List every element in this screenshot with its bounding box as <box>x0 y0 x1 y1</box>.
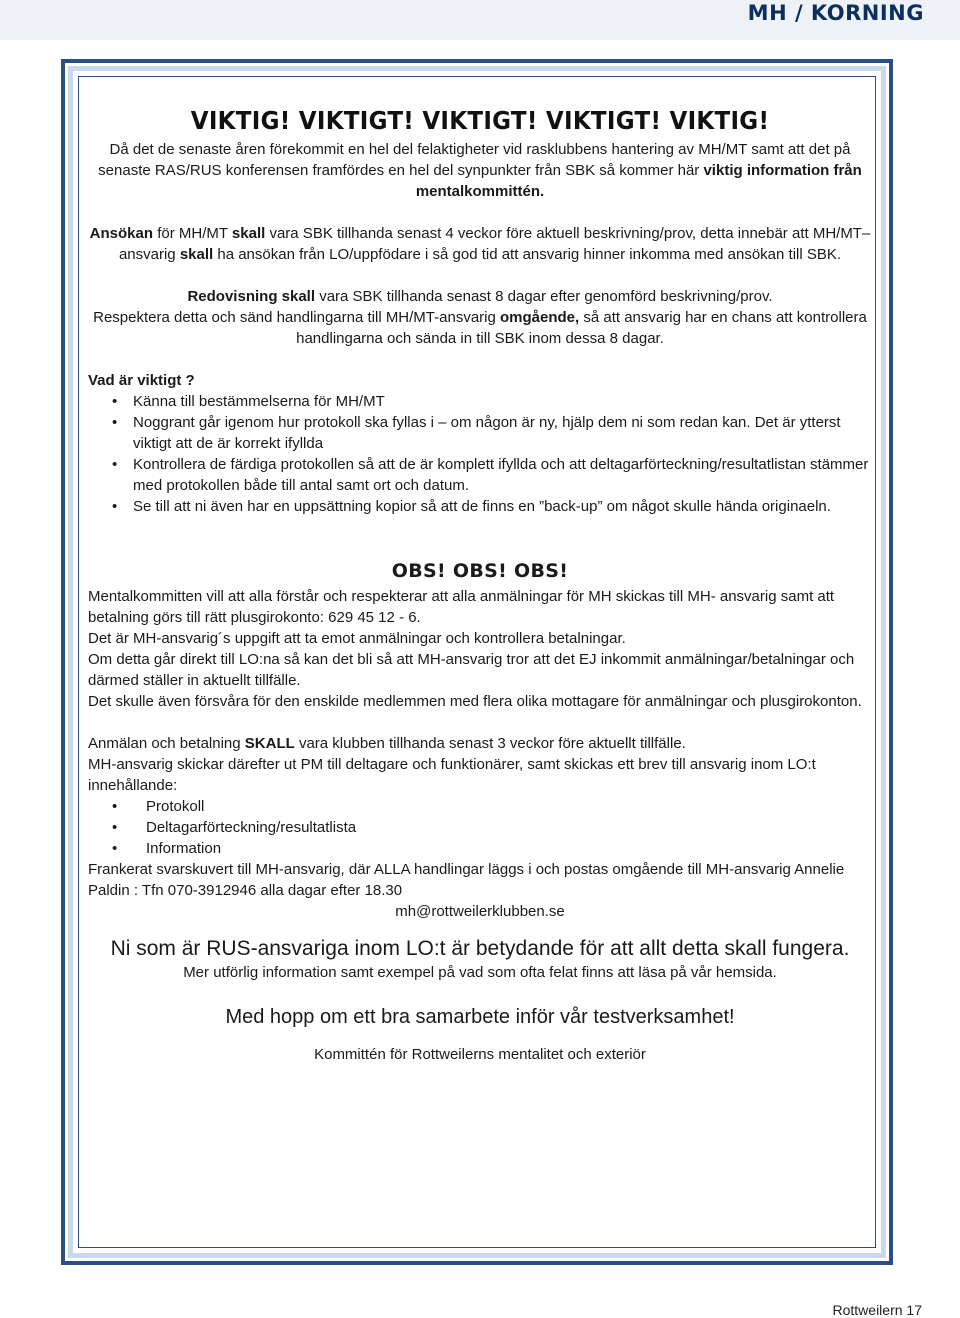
anmalan-paragraph-1 <box>88 733 872 754</box>
intro-bold: viktig information från mentalkommittén. <box>415 162 862 200</box>
ansokan-paragraph <box>88 223 872 265</box>
redovisning-text-2: Respektera detta och sänd handlingarna till MH/MT-ansvarig <box>93 309 500 326</box>
redovisning-paragraph <box>88 286 872 349</box>
viktigt-heading <box>88 370 872 391</box>
ansokan-text-3: ha ansökan från LO/uppfödare i så god tid att ansvarig hinner inkomma med ansökan till SBK. <box>213 246 842 263</box>
list-item: • Noggrant går igenom hur protokoll ska fyllas i – om någon är ny, hjälp dem ni som redan kan. Det är ytterst viktigt att de är korrekt ifyllda <box>88 412 872 454</box>
list-item: • Information <box>88 838 872 859</box>
page-footer: Rottweilern 17 <box>832 1302 922 1318</box>
redovisning-skall: skall <box>281 288 316 305</box>
ansokan-skall-2: skall <box>179 246 214 263</box>
list-item: • Känna till bestämmelserna för MH/MT <box>88 391 872 412</box>
ansokan-label: Ansökan <box>89 225 154 242</box>
closing-line-1: Ni som är RUS-ansvariga inom LO:t är betydande för att allt detta skall fungera. <box>110 937 850 960</box>
list-item: • Deltagarförteckning/resultatlista <box>88 817 872 838</box>
closing-line-3: Med hopp om ett bra samarbete inför vår testverksamhet! <box>225 1006 735 1028</box>
warning-heading: VIKTIG! VIKTIGT! VIKTIGT! VIKTIGT! VIKTIG! <box>190 106 770 135</box>
redovisning-text-3: så att ansvarig har en chans att kontrollera handlingarna och sända in till SBK inom dessa 8 dagar. <box>296 309 867 347</box>
obs-paragraph-2: Det är MH-ansvarig´s uppgift att ta emot anmälningar och kontrollera betalningar. <box>88 630 626 647</box>
viktigt-list <box>88 391 872 517</box>
redovisning-label: Redovisning <box>187 288 278 305</box>
obs-heading: OBS! OBS! OBS! <box>391 560 569 582</box>
contact-email: mh@rottweilerklubben.se <box>395 903 565 920</box>
ansokan-text-1: för MH/MT <box>153 225 232 242</box>
list-item: • Protokoll <box>88 796 872 817</box>
anmalan-skall: SKALL <box>244 735 295 752</box>
obs-paragraph-4: Det skulle även försvåra för den enskilde medlemmen med flera olika mottagare för anmälningar och plusgirokonton. <box>88 693 862 710</box>
list-item: • Kontrollera de färdiga protokollen så att de är komplett ifyllda och att deltagarförteckning/resultatlistan stämmer med protokollen både till antal samt ort och datum. <box>88 454 872 496</box>
article-body <box>88 106 872 1065</box>
obs-paragraph-1: Mentalkommitten vill att alla förstår och respekterar att alla anmälningar för MH skickas till MH- ansvarig samt att betalning görs till rätt plusgirokonto: 629 45 12 - 6. <box>88 588 835 626</box>
header-bar <box>0 0 960 40</box>
section-title: MH / KORNING <box>747 1 924 25</box>
redovisning-omgaende: omgående, <box>500 309 580 326</box>
anmalan-text-2: vara klubben tillhanda senast 3 veckor före aktuellt tillfälle. <box>294 735 686 752</box>
list-item: • Se till att ni även har en uppsättning kopior så att de finns en ”back-up” om något skulle hända originaeln. <box>88 496 872 517</box>
anmalan-text-1: Anmälan och betalning <box>88 735 245 752</box>
viktigt-heading-text: Vad är viktigt ? <box>88 372 195 389</box>
redovisning-text-1: vara SBK tillhanda senast 8 dagar efter genomförd beskrivning/prov. <box>315 288 773 305</box>
anmalan-paragraph-2: MH-ansvarig skickar därefter ut PM till deltagare och funktionärer, samt skickas ett brev till ansvarig inom LO:t innehållande: <box>88 756 816 794</box>
intro-paragraph <box>88 139 872 202</box>
anmalan-list <box>88 796 872 859</box>
closing-line-2: Mer utförlig information samt exempel på vad som ofta felat finns att läsa på vår hemsida. <box>183 964 777 981</box>
ansokan-skall-1: skall <box>231 225 266 242</box>
obs-paragraph-3: Om detta går direkt till LO:na så kan det bli så att MH-ansvarig tror att det EJ inkommit anmälningar/betalningar och därmed ställer in aktuellt tillfälle. <box>88 651 855 689</box>
intro-text: Då det de senaste åren förekommit en hel del felaktigheter vid rasklubbens hantering av MH/MT samt att det på senaste RAS/RUS konferensen framfördes en hel del synpunkter från SBK så kommer här <box>98 141 851 179</box>
signature: Kommittén för Rottweilerns mentalitet och exteriör <box>314 1046 646 1063</box>
ansokan-text-2: vara SBK tillhanda senast 4 veckor före aktuell beskrivning/prov, detta innebär att MH/MT–ansvarig <box>118 225 871 263</box>
anmalan-paragraph-3: Frankerat svarskuvert till MH-ansvarig, där ALLA handlingar läggs i och postas omgående till MH-ansvarig Annelie Paldin : Tfn 070-3912946 alla dagar efter 18.30 <box>88 861 845 899</box>
